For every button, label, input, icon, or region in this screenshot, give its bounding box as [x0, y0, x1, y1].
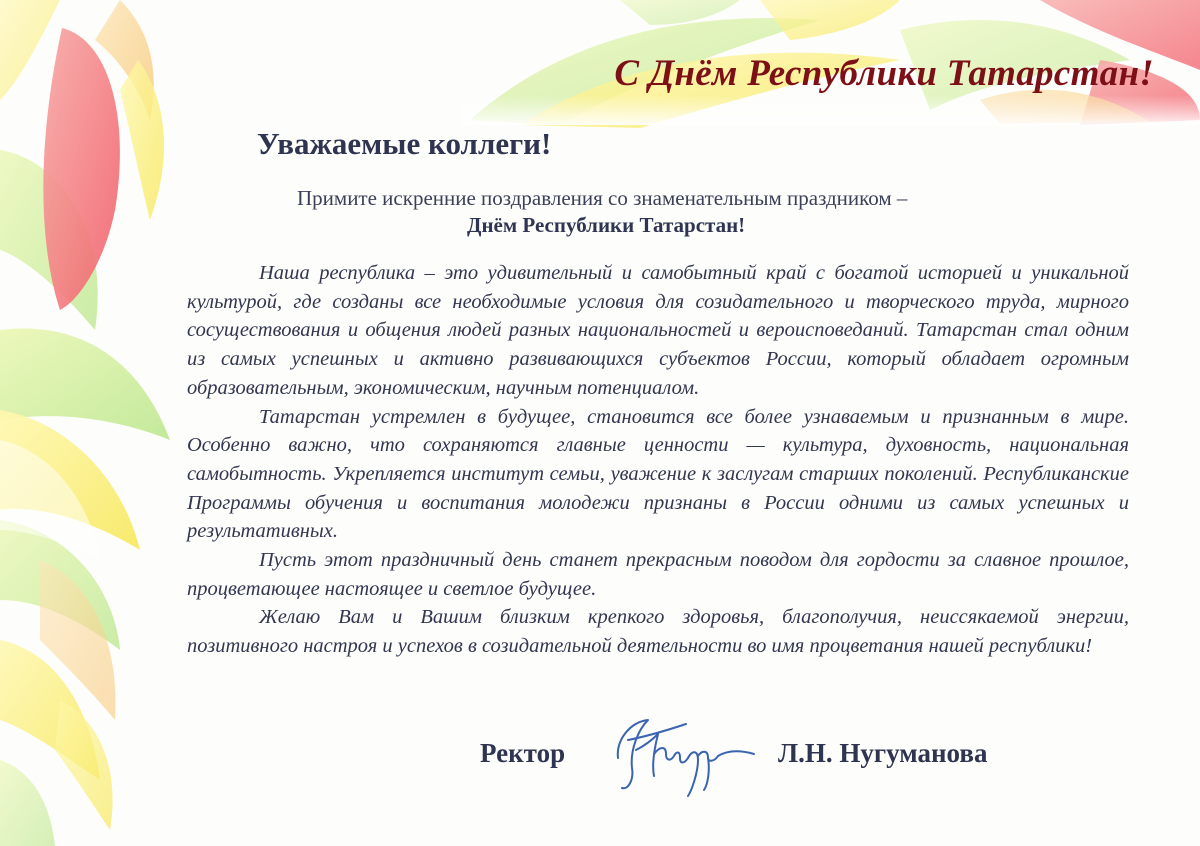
letter-paragraph: Пусть этот праздничный день станет прекрасным поводом для гордости за славное прошлое, процветающее настоящее и светлое будущее.: [187, 549, 1129, 600]
letter-paragraph: Наша республика – это удивительный и самобытный край с богатой историей и уникальной культурой, где созданы все необходимые условия для созидательного и творческого труда, мирного сосуществования и общения людей разных национальностей и вероисповеданий. Татарстан стал одним из самых успешных и активно развивающихся субъектов России, который обладает огромным образовательным, экономическим, научным потенциалом.: [187, 262, 1129, 399]
signatory-name: Л.Н. Нугуманова: [778, 738, 988, 768]
letter-body: [187, 259, 1129, 661]
left-floral-ornament: [0, 0, 170, 846]
letter-paragraph: Желаю Вам и Вашим близким крепкого здоровья, благополучия, неиссякаемой энергии, позитивного настроя и успехов в созидательной деятельности во имя процветания нашей республики!: [187, 606, 1129, 658]
greeting-heading: Уважаемые коллеги!: [257, 126, 552, 161]
signatory-title: Ректор: [480, 738, 566, 768]
intro-line: Примите искренние поздравления со знаменательным праздником –: [297, 186, 908, 210]
letter-paragraph: Татарстан устремлен в будущее, становится все более узнаваемым и признанным в мире. Особенно важно, что сохраняются главные ценности — культура, духовность, национальная самобытность. Укрепляется институт семьи, уважение к заслугам старших поколений. Республиканские Программы обучения и воспитания молодежи признаны в России одними из самых успешных и результативных.: [187, 405, 1129, 543]
banner-title: С Днём Республики Татарстан!: [614, 53, 1154, 94]
intro-holiday: Днём Республики Татарстан!: [467, 213, 746, 237]
handwritten-signature: [608, 710, 758, 800]
